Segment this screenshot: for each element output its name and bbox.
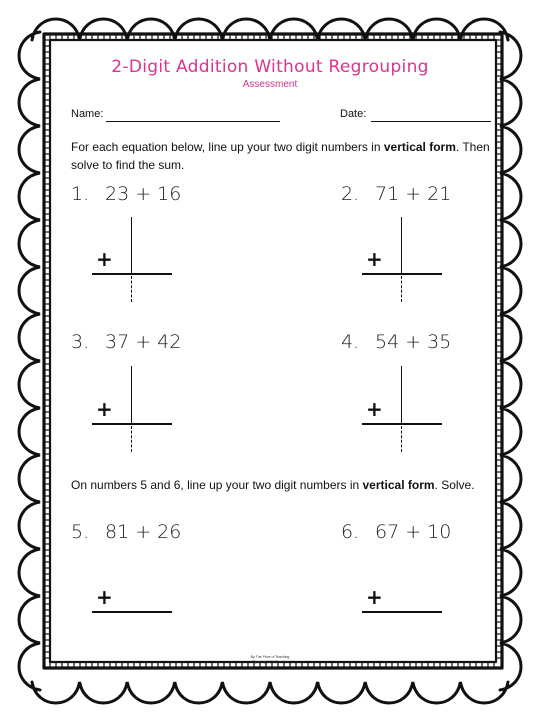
answer-line[interactable] xyxy=(92,423,172,425)
instr1-text-b: . Then solve to find the sum. xyxy=(71,140,490,172)
instr2-text-a: On numbers 5 and 6, line up your two digit numbers in xyxy=(71,478,363,492)
instr2-bold: vertical form xyxy=(362,478,435,492)
instr1-bold: vertical form xyxy=(383,140,456,154)
problem-3 xyxy=(71,331,181,353)
dashed-divider xyxy=(401,426,402,452)
instr2-text-b: . Solve. xyxy=(434,478,475,492)
plus-icon: + xyxy=(366,585,383,609)
problem-equation: 54 + 35 xyxy=(375,331,452,353)
problem-1 xyxy=(71,183,181,205)
problem-equation: 37 + 42 xyxy=(105,331,182,353)
answer-line[interactable] xyxy=(92,611,172,613)
problem-number: 4. xyxy=(341,331,360,353)
plus-icon: + xyxy=(96,585,113,609)
answer-line[interactable] xyxy=(92,273,172,275)
plus-icon: + xyxy=(96,397,113,421)
answer-line[interactable] xyxy=(362,273,442,275)
problem-number: 1. xyxy=(71,183,90,205)
name-field[interactable] xyxy=(106,121,280,122)
work-vertical-line xyxy=(401,366,402,423)
plus-icon: + xyxy=(366,247,383,271)
instr1-text-a: For each equation below, line up your two digit numbers in xyxy=(71,140,384,154)
instructions-part1 xyxy=(71,138,491,174)
dashed-divider xyxy=(131,426,132,452)
problem-equation: 23 + 16 xyxy=(105,183,182,205)
problem-number: 3. xyxy=(71,331,90,353)
work-vertical-line xyxy=(131,217,132,273)
answer-line[interactable] xyxy=(362,423,442,425)
work-vertical-line xyxy=(401,217,402,273)
date-label: Date: xyxy=(340,108,367,120)
problem-number: 2. xyxy=(341,183,360,205)
dashed-divider xyxy=(131,276,132,302)
worksheet-title: 2-Digit Addition Without Regrouping xyxy=(111,57,429,77)
problem-equation: 71 + 21 xyxy=(375,183,452,205)
answer-line[interactable] xyxy=(362,611,442,613)
problem-2 xyxy=(341,183,451,205)
plus-icon: + xyxy=(366,397,383,421)
date-field[interactable] xyxy=(371,121,491,122)
problem-equation: 67 + 10 xyxy=(375,521,452,543)
problem-5 xyxy=(71,521,181,543)
worksheet-subtitle: Assessment xyxy=(242,79,298,90)
problem-number: 5. xyxy=(71,521,90,543)
instructions-part2 xyxy=(71,476,491,494)
plus-icon: + xyxy=(96,247,113,271)
dashed-divider xyxy=(401,276,402,302)
work-vertical-line xyxy=(131,366,132,423)
problem-4 xyxy=(341,331,451,353)
credit-line-1: By The Price of Teaching xyxy=(250,655,290,659)
problem-number: 6. xyxy=(341,521,360,543)
name-label: Name: xyxy=(71,108,104,120)
problem-6 xyxy=(341,521,451,543)
credit-line-2: Clipart by KPM Doodles xyxy=(251,660,289,664)
problem-equation: 81 + 26 xyxy=(105,521,182,543)
